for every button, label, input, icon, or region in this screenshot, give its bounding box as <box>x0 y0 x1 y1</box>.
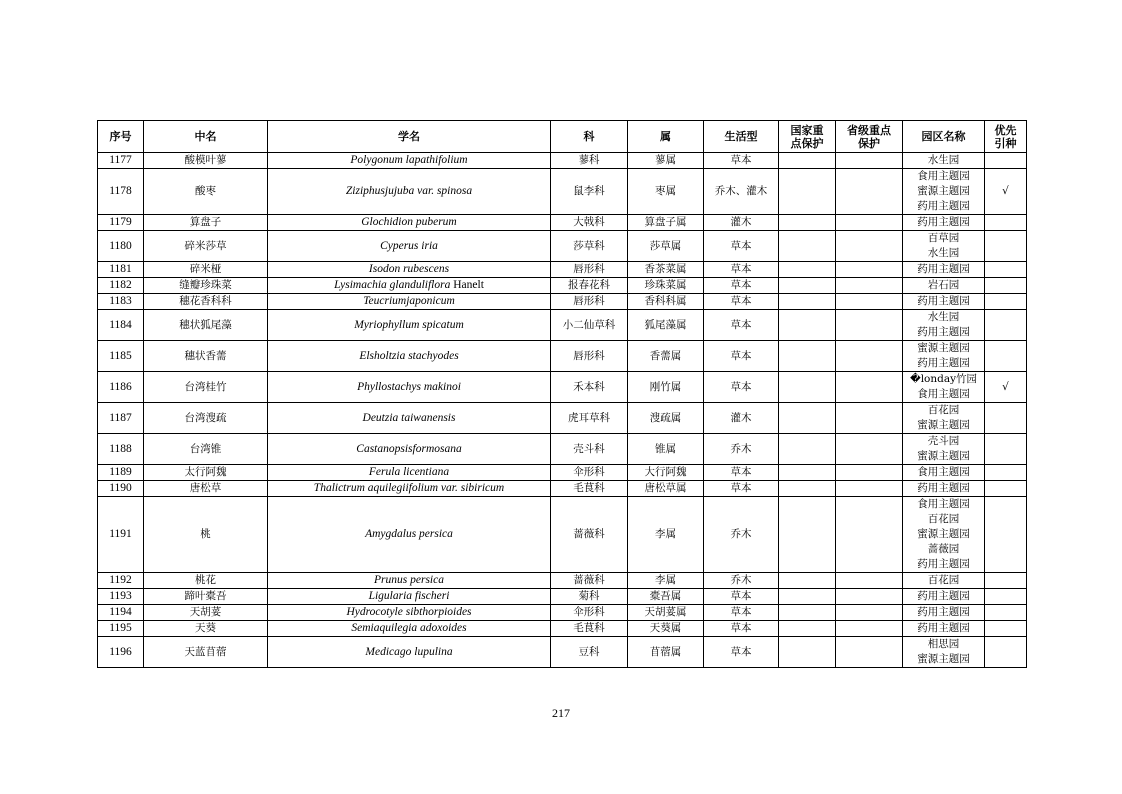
cell-cn-name: 酸模叶蓼 <box>144 153 268 169</box>
cell-cn-name: 唐松草 <box>144 481 268 497</box>
cell-provincial <box>836 481 903 497</box>
garden-name: 药用主题园 <box>917 295 970 307</box>
cell-priority <box>985 573 1027 589</box>
cell-garden <box>903 497 985 573</box>
cell-provincial <box>836 262 903 278</box>
cell-genus: 天胡荽属 <box>628 605 704 621</box>
garden-name: 水生园 <box>927 154 960 166</box>
header-seq: 序号 <box>98 121 144 153</box>
cell-sci-name <box>268 481 551 497</box>
cell-life-form: 草本 <box>704 605 779 621</box>
cell-priority <box>985 231 1027 262</box>
cell-life-form: 草本 <box>704 310 779 341</box>
cell-sci-name <box>268 403 551 434</box>
cell-life-form: 草本 <box>704 278 779 294</box>
cell-cn-name: 算盘子 <box>144 215 268 231</box>
cell-life-form: 草本 <box>704 589 779 605</box>
sci-name-text: Medicago lupulina <box>365 645 453 658</box>
garden-name: 蜜源主题园 <box>917 185 970 197</box>
cell-garden <box>903 573 985 589</box>
cell-priority <box>985 465 1027 481</box>
table-row <box>98 372 1027 403</box>
cell-family: 禾本科 <box>551 372 628 403</box>
cell-life-form: 草本 <box>704 621 779 637</box>
cell-national <box>779 278 836 294</box>
cell-cn-name: 穗花香科科 <box>144 294 268 310</box>
cell-national <box>779 637 836 668</box>
garden-name: 药用主题园 <box>917 200 970 212</box>
table-row <box>98 294 1027 310</box>
table-row <box>98 573 1027 589</box>
cell-sci-name <box>268 605 551 621</box>
cell-priority <box>985 605 1027 621</box>
cell-life-form: 乔木 <box>704 573 779 589</box>
table-row <box>98 262 1027 278</box>
cell-sci-name <box>268 153 551 169</box>
garden-name: 百花园 <box>927 513 960 525</box>
cell-national <box>779 403 836 434</box>
cell-garden <box>903 294 985 310</box>
header-provincial: 省级重点 保护 <box>836 121 903 153</box>
cell-seq: 1194 <box>98 605 144 621</box>
cell-cn-name: 缝瓣珍珠菜 <box>144 278 268 294</box>
table-row <box>98 341 1027 372</box>
cell-family: 壳斗科 <box>551 434 628 465</box>
cell-cn-name: 天葵 <box>144 621 268 637</box>
cell-seq: 1196 <box>98 637 144 668</box>
sci-name-text: Hydrocotyle sibthorpioides <box>346 606 472 618</box>
table-row <box>98 434 1027 465</box>
cell-family: 伞形科 <box>551 605 628 621</box>
cell-priority <box>985 589 1027 605</box>
cell-national <box>779 497 836 573</box>
cell-family: 唇形科 <box>551 294 628 310</box>
sci-name-text: Teucriumjaponicum <box>363 295 455 307</box>
cell-priority <box>985 294 1027 310</box>
cell-life-form: 草本 <box>704 294 779 310</box>
cell-life-form: 乔木 <box>704 434 779 465</box>
cell-genus: 溲疏属 <box>628 403 704 434</box>
table-row <box>98 605 1027 621</box>
cell-family: 毛茛科 <box>551 621 628 637</box>
cell-genus: 狐尾藻属 <box>628 310 704 341</box>
cell-provincial <box>836 310 903 341</box>
sci-name-text: Deutzia taiwanensis <box>362 411 456 424</box>
table-row <box>98 231 1027 262</box>
cell-sci-name <box>268 637 551 668</box>
cell-family: 报春花科 <box>551 278 628 294</box>
cell-cn-name: 太行阿魏 <box>144 465 268 481</box>
cell-life-form: 草本 <box>704 231 779 262</box>
sci-name-text: Myriophyllum spicatum <box>354 318 464 331</box>
table-row <box>98 589 1027 605</box>
header-garden: 园区名称 <box>903 121 985 153</box>
table-row <box>98 153 1027 169</box>
cell-garden <box>903 169 985 215</box>
cell-seq: 1180 <box>98 231 144 262</box>
cell-provincial <box>836 637 903 668</box>
cell-life-form: 乔木 <box>704 497 779 573</box>
cell-sci-name <box>268 621 551 637</box>
cell-family: 莎草科 <box>551 231 628 262</box>
cell-garden <box>903 231 985 262</box>
garden-name: 蔷薇园 <box>927 543 960 555</box>
cell-seq: 1179 <box>98 215 144 231</box>
cell-cn-name: 台湾锥 <box>144 434 268 465</box>
sci-name-text: Lysimachia glanduliflora <box>334 279 451 291</box>
header-row <box>98 121 1027 153</box>
header-national: 国家重 点保护 <box>779 121 836 153</box>
cell-provincial <box>836 589 903 605</box>
sci-name-text: Amygdalus persica <box>365 528 453 540</box>
table-row <box>98 215 1027 231</box>
sci-name-text: Thalictrum aquilegiifolium var. sibiricum <box>313 482 505 494</box>
cell-seq: 1195 <box>98 621 144 637</box>
cell-family: 豆科 <box>551 637 628 668</box>
sci-name-text: Isodon rubescens <box>368 263 450 275</box>
cell-national <box>779 310 836 341</box>
cell-seq: 1181 <box>98 262 144 278</box>
garden-name: 百花园 <box>927 404 960 416</box>
garden-name: 食用主题园 <box>917 170 970 182</box>
cell-provincial <box>836 169 903 215</box>
cell-genus: 香科科属 <box>628 294 704 310</box>
header-priority: 优先 引种 <box>985 121 1027 153</box>
cell-sci-name <box>268 262 551 278</box>
cell-life-form: 草本 <box>704 341 779 372</box>
cell-genus: 锥属 <box>628 434 704 465</box>
table-row <box>98 621 1027 637</box>
cell-cn-name: 桃 <box>144 497 268 573</box>
cell-genus: 枣属 <box>628 169 704 215</box>
garden-name: 药用主题园 <box>917 590 970 602</box>
cell-life-form: 草本 <box>704 153 779 169</box>
cell-cn-name: 碎米桠 <box>144 262 268 278</box>
cell-priority <box>985 215 1027 231</box>
table-body <box>98 153 1027 668</box>
cell-family: 蓼科 <box>551 153 628 169</box>
cell-garden <box>903 341 985 372</box>
cell-provincial <box>836 372 903 403</box>
cell-national <box>779 153 836 169</box>
cell-provincial <box>836 403 903 434</box>
cell-genus: 苜蓿属 <box>628 637 704 668</box>
cell-garden <box>903 372 985 403</box>
sci-name-text: Castanopsisformosana <box>356 442 462 455</box>
page-number: 217 <box>552 706 570 720</box>
cell-genus: 蓼属 <box>628 153 704 169</box>
cell-life-form: 草本 <box>704 372 779 403</box>
garden-name: 蜜源主题园 <box>917 419 970 431</box>
cell-seq: 1186 <box>98 372 144 403</box>
table-row <box>98 403 1027 434</box>
cell-genus: 橐吾属 <box>628 589 704 605</box>
sci-name-text: Glochidion puberum <box>361 216 457 228</box>
cell-national <box>779 215 836 231</box>
cell-sci-name <box>268 434 551 465</box>
cell-family: 蔷薇科 <box>551 497 628 573</box>
cell-sci-name <box>268 341 551 372</box>
cell-life-form: 草本 <box>704 637 779 668</box>
cell-sci-name <box>268 573 551 589</box>
cell-cn-name: 台湾桂竹 <box>144 372 268 403</box>
cell-priority <box>985 278 1027 294</box>
cell-seq: 1184 <box>98 310 144 341</box>
cell-genus: 天葵属 <box>628 621 704 637</box>
cell-cn-name: 蹄叶橐吾 <box>144 589 268 605</box>
cell-garden <box>903 481 985 497</box>
cell-seq: 1193 <box>98 589 144 605</box>
cell-seq: 1191 <box>98 497 144 573</box>
cell-garden <box>903 262 985 278</box>
cell-provincial <box>836 215 903 231</box>
cell-seq: 1187 <box>98 403 144 434</box>
garden-name: 相思园 <box>927 638 960 650</box>
cell-national <box>779 262 836 278</box>
garden-name: 百花园 <box>927 574 960 586</box>
cell-garden <box>903 637 985 668</box>
cell-seq: 1188 <box>98 434 144 465</box>
cell-provincial <box>836 278 903 294</box>
cell-genus: 算盘子属 <box>628 215 704 231</box>
garden-name: 药用主题园 <box>917 216 970 228</box>
cell-genus: 香茶菜属 <box>628 262 704 278</box>
cell-garden <box>903 153 985 169</box>
cell-sci-name <box>268 231 551 262</box>
cell-family: 大戟科 <box>551 215 628 231</box>
cell-seq: 1185 <box>98 341 144 372</box>
table-row <box>98 481 1027 497</box>
garden-name: 药用主题园 <box>917 357 970 369</box>
cell-priority <box>985 621 1027 637</box>
cell-provincial <box>836 573 903 589</box>
garden-name: 药用主题园 <box>917 482 970 494</box>
cell-sci-name <box>268 278 551 294</box>
cell-genus: 唐松草属 <box>628 481 704 497</box>
garden-name: 蜜源主题园 <box>917 528 970 540</box>
cell-family: 唇形科 <box>551 341 628 372</box>
cell-provincial <box>836 465 903 481</box>
table-row <box>98 169 1027 215</box>
cell-sci-name <box>268 294 551 310</box>
cell-priority <box>985 403 1027 434</box>
cell-genus: 香薷属 <box>628 341 704 372</box>
garden-name: 水生园 <box>927 247 960 259</box>
cell-genus: 李属 <box>628 573 704 589</box>
cell-provincial <box>836 153 903 169</box>
plant-table <box>97 120 1027 668</box>
cell-garden <box>903 465 985 481</box>
cell-garden <box>903 605 985 621</box>
garden-name: 食用主题园 <box>917 498 970 510</box>
cell-priority <box>985 341 1027 372</box>
cell-national <box>779 341 836 372</box>
cell-national <box>779 169 836 215</box>
cell-priority <box>985 637 1027 668</box>
sci-name-text: Ferula licentiana <box>368 466 450 478</box>
cell-genus: 李属 <box>628 497 704 573</box>
cell-cn-name: 穗状香薷 <box>144 341 268 372</box>
cell-national <box>779 621 836 637</box>
cell-national <box>779 573 836 589</box>
garden-name: 壳斗园 <box>927 435 960 447</box>
table-row <box>98 278 1027 294</box>
cell-national <box>779 372 836 403</box>
cell-cn-name: 台湾溲疏 <box>144 403 268 434</box>
cell-provincial <box>836 621 903 637</box>
cell-life-form: 草本 <box>704 465 779 481</box>
cell-priority: √ <box>985 169 1027 215</box>
cell-sci-name <box>268 310 551 341</box>
cell-sci-name <box>268 372 551 403</box>
cell-family: 蔷薇科 <box>551 573 628 589</box>
garden-name: 蜜源主题园 <box>917 342 970 354</box>
garden-name: 蜜源主题园 <box>917 450 970 462</box>
cell-cn-name: 天胡荽 <box>144 605 268 621</box>
cell-priority <box>985 434 1027 465</box>
cell-provincial <box>836 231 903 262</box>
cell-sci-name <box>268 589 551 605</box>
cell-life-form: 草本 <box>704 481 779 497</box>
garden-name: 蜜源主题园 <box>917 653 970 665</box>
cell-cn-name: 酸枣 <box>144 169 268 215</box>
cell-national <box>779 231 836 262</box>
cell-family: 虎耳草科 <box>551 403 628 434</box>
cell-cn-name: 桃花 <box>144 573 268 589</box>
sci-name-text: Elsholtzia stachyodes <box>359 349 459 362</box>
cell-seq: 1190 <box>98 481 144 497</box>
cell-national <box>779 589 836 605</box>
cell-national <box>779 434 836 465</box>
cell-seq: 1178 <box>98 169 144 215</box>
garden-name: 食用主题园 <box>917 466 970 478</box>
garden-name: 百草园 <box>927 232 960 244</box>
cell-garden <box>903 589 985 605</box>
garden-name: 食用主题园 <box>917 388 970 400</box>
cell-priority <box>985 310 1027 341</box>
cell-seq: 1177 <box>98 153 144 169</box>
cell-provincial <box>836 341 903 372</box>
header-sci-name: 学名 <box>268 121 551 153</box>
garden-name: 药用主题园 <box>917 622 970 634</box>
cell-priority <box>985 153 1027 169</box>
cell-garden <box>903 621 985 637</box>
cell-seq: 1189 <box>98 465 144 481</box>
cell-seq: 1192 <box>98 573 144 589</box>
cell-provincial <box>836 434 903 465</box>
cell-genus: 珍珠菜属 <box>628 278 704 294</box>
cell-garden <box>903 215 985 231</box>
table-row <box>98 497 1027 573</box>
cell-family: 伞形科 <box>551 465 628 481</box>
cell-national <box>779 294 836 310</box>
cell-garden <box>903 278 985 294</box>
garden-name: 药用主题园 <box>917 606 970 618</box>
cell-seq: 1183 <box>98 294 144 310</box>
cell-garden <box>903 310 985 341</box>
sci-name-text: Prunus persica <box>374 574 444 586</box>
cell-cn-name: 碎米莎草 <box>144 231 268 262</box>
cell-sci-name <box>268 169 551 215</box>
cell-national <box>779 481 836 497</box>
cell-sci-name <box>268 465 551 481</box>
table-row <box>98 637 1027 668</box>
cell-national <box>779 465 836 481</box>
cell-family: 菊科 <box>551 589 628 605</box>
sci-name-text: Cyperus iria <box>380 239 438 252</box>
cell-provincial <box>836 497 903 573</box>
header-cn-name: 中名 <box>144 121 268 153</box>
cell-life-form: 灌木 <box>704 403 779 434</box>
cell-seq: 1182 <box>98 278 144 294</box>
garden-name: 水生园 <box>927 311 960 323</box>
sci-name-text: Ligularia fischeri <box>368 590 450 602</box>
cell-life-form: 草本 <box>704 262 779 278</box>
header-family: 科 <box>551 121 628 153</box>
header-life-form: 生活型 <box>704 121 779 153</box>
sci-name-text: Semiaquilegia adoxoides <box>351 622 467 634</box>
cell-family: 鼠李科 <box>551 169 628 215</box>
cell-genus: 大行阿魏 <box>628 465 704 481</box>
cell-sci-name <box>268 497 551 573</box>
cell-priority: √ <box>985 372 1027 403</box>
cell-life-form: 乔木、灌木 <box>704 169 779 215</box>
cell-family: 小二仙草科 <box>551 310 628 341</box>
garden-name: 药用主题园 <box>917 263 970 275</box>
cell-cn-name: 穗状狐尾藻 <box>144 310 268 341</box>
sci-name-text: Polygonum lapathifolium <box>350 154 468 166</box>
cell-priority <box>985 481 1027 497</box>
cell-national <box>779 605 836 621</box>
header-genus: 属 <box>628 121 704 153</box>
cell-genus: 刚竹属 <box>628 372 704 403</box>
garden-name: 药用主题园 <box>917 326 970 338</box>
garden-name: �londay竹园 <box>909 373 978 385</box>
cell-garden <box>903 434 985 465</box>
sci-name-text: Phyllostachys makinoi <box>357 380 461 393</box>
cell-sci-name <box>268 215 551 231</box>
table-row <box>98 465 1027 481</box>
cell-provincial <box>836 294 903 310</box>
table-row <box>98 310 1027 341</box>
cell-garden <box>903 403 985 434</box>
sci-name-text: Ziziphusjujuba var. spinosa <box>345 185 473 197</box>
cell-family: 毛茛科 <box>551 481 628 497</box>
cell-cn-name: 天蓝苜蓿 <box>144 637 268 668</box>
cell-provincial <box>836 605 903 621</box>
cell-priority <box>985 497 1027 573</box>
garden-name: 岩石园 <box>927 279 960 291</box>
cell-priority <box>985 262 1027 278</box>
cell-family: 唇形科 <box>551 262 628 278</box>
cell-genus: 莎草属 <box>628 231 704 262</box>
cell-life-form: 灌木 <box>704 215 779 231</box>
sci-name-author: Hanelt <box>450 279 484 291</box>
garden-name: 药用主题园 <box>917 558 970 570</box>
